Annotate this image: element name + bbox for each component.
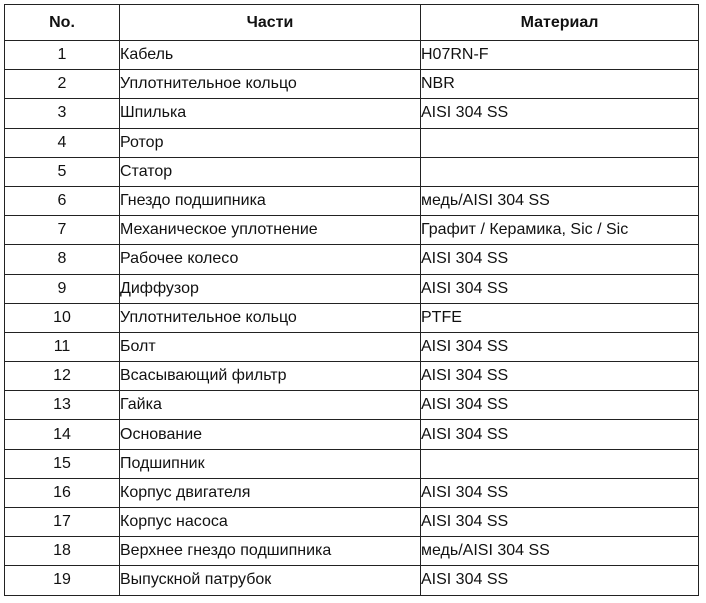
part-name: Механическое уплотнение: [120, 216, 421, 245]
header-row: [5, 5, 699, 41]
table-row: [5, 245, 699, 274]
part-name: Выпускной патрубок: [120, 566, 421, 595]
part-material: AISI 304 SS: [421, 245, 699, 274]
table-row: [5, 128, 699, 157]
part-name: Уплотнительное кольцо: [120, 303, 421, 332]
part-name: Корпус насоса: [120, 508, 421, 537]
table-row: [5, 216, 699, 245]
row-number: 9: [5, 274, 120, 303]
part-name: Диффузор: [120, 274, 421, 303]
part-material: AISI 304 SS: [421, 508, 699, 537]
part-name: Ротор: [120, 128, 421, 157]
row-number: 18: [5, 537, 120, 566]
table-row: [5, 332, 699, 361]
part-material: AISI 304 SS: [421, 478, 699, 507]
table-row: [5, 478, 699, 507]
table-row: [5, 449, 699, 478]
part-material: AISI 304 SS: [421, 332, 699, 361]
part-material: PTFE: [421, 303, 699, 332]
row-number: 11: [5, 332, 120, 361]
part-material: AISI 304 SS: [421, 566, 699, 595]
table-row: [5, 303, 699, 332]
part-name: Подшипник: [120, 449, 421, 478]
part-material: NBR: [421, 70, 699, 99]
header-no: No.: [5, 5, 120, 41]
part-name: Всасывающий фильтр: [120, 362, 421, 391]
table-row: [5, 186, 699, 215]
row-number: 5: [5, 157, 120, 186]
part-material: AISI 304 SS: [421, 362, 699, 391]
row-number: 13: [5, 391, 120, 420]
row-number: 8: [5, 245, 120, 274]
row-number: 1: [5, 41, 120, 70]
part-name: Уплотнительное кольцо: [120, 70, 421, 99]
header-material: Материал: [421, 5, 699, 41]
table-row: [5, 274, 699, 303]
part-material: [421, 449, 699, 478]
part-name: Корпус двигателя: [120, 478, 421, 507]
part-name: Гнездо подшипника: [120, 186, 421, 215]
table-row: [5, 99, 699, 128]
table-row: [5, 537, 699, 566]
row-number: 4: [5, 128, 120, 157]
part-name: Верхнее гнездо подшипника: [120, 537, 421, 566]
part-name: Рабочее колесо: [120, 245, 421, 274]
part-material: AISI 304 SS: [421, 420, 699, 449]
row-number: 7: [5, 216, 120, 245]
row-number: 14: [5, 420, 120, 449]
row-number: 17: [5, 508, 120, 537]
table-row: [5, 41, 699, 70]
part-material: медь/AISI 304 SS: [421, 537, 699, 566]
table-row: [5, 391, 699, 420]
parts-table: [4, 4, 699, 596]
part-material: AISI 304 SS: [421, 99, 699, 128]
part-name: Основание: [120, 420, 421, 449]
part-name: Кабель: [120, 41, 421, 70]
row-number: 10: [5, 303, 120, 332]
row-number: 2: [5, 70, 120, 99]
part-material: медь/AISI 304 SS: [421, 186, 699, 215]
part-name: Болт: [120, 332, 421, 361]
part-name: Шпилька: [120, 99, 421, 128]
row-number: 3: [5, 99, 120, 128]
table-row: [5, 566, 699, 595]
row-number: 15: [5, 449, 120, 478]
table-row: [5, 508, 699, 537]
part-material: [421, 157, 699, 186]
part-material: [421, 128, 699, 157]
part-name: Статор: [120, 157, 421, 186]
table-row: [5, 70, 699, 99]
part-material: H07RN-F: [421, 41, 699, 70]
part-material: AISI 304 SS: [421, 274, 699, 303]
row-number: 19: [5, 566, 120, 595]
part-name: Гайка: [120, 391, 421, 420]
row-number: 16: [5, 478, 120, 507]
table-row: [5, 362, 699, 391]
part-material: AISI 304 SS: [421, 391, 699, 420]
part-material: Графит / Керамика, Sic / Sic: [421, 216, 699, 245]
row-number: 6: [5, 186, 120, 215]
row-number: 12: [5, 362, 120, 391]
table-header: [5, 5, 699, 41]
header-part: Части: [120, 5, 421, 41]
table-body: [5, 41, 699, 596]
table-row: [5, 420, 699, 449]
table-row: [5, 157, 699, 186]
